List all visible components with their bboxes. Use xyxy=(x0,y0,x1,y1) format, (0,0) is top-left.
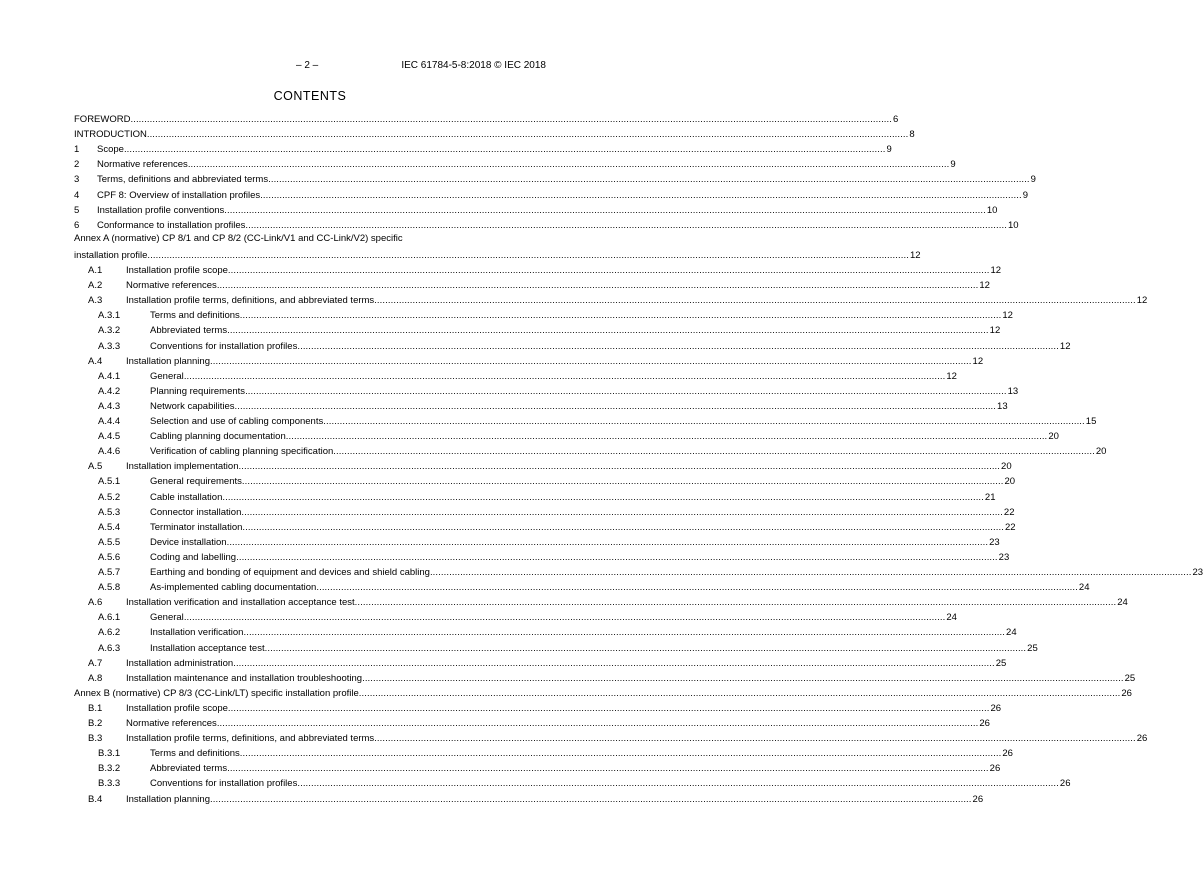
toc-dot-leader xyxy=(374,295,1136,307)
toc-dot-leader xyxy=(210,794,972,806)
toc-entry-number: A.3.3 xyxy=(98,341,121,352)
toc-entry-text: Cable installation xyxy=(150,492,223,503)
toc-entry[interactable] xyxy=(74,278,990,292)
toc-entry-page: 26 xyxy=(979,718,990,729)
toc-dot-leader xyxy=(228,703,990,715)
toc-dot-leader xyxy=(359,688,1121,700)
toc-entry[interactable] xyxy=(74,429,1059,443)
toc-entry-text: CPF 8: Overview of installation profiles xyxy=(97,190,261,201)
toc-entry-number: 3 xyxy=(74,174,80,185)
toc-dot-leader xyxy=(147,129,909,141)
toc-entry-text: Terms and definitions xyxy=(150,310,240,321)
toc-dot-leader xyxy=(242,476,1004,488)
toc-entry-page: 26 xyxy=(990,703,1002,714)
toc-entry-page: 12 xyxy=(972,356,984,367)
toc-entry-number: A.4.6 xyxy=(98,446,121,457)
toc-dot-leader xyxy=(242,522,1004,534)
toc-entry-text: Planning requirements xyxy=(150,386,246,397)
toc-entry-text: Connector installation xyxy=(150,507,242,518)
document-reference: IEC 61784-5-8:2018 © IEC 2018 xyxy=(401,60,546,71)
toc-entry-number: B.2 xyxy=(88,718,103,729)
toc-entry-text: Installation profile scope xyxy=(126,265,228,276)
toc-entry-number: A.7 xyxy=(88,658,103,669)
toc-dot-leader xyxy=(184,612,946,624)
toc-dot-leader xyxy=(316,582,1078,594)
toc-entry[interactable] xyxy=(74,792,984,806)
toc-entry-page: 25 xyxy=(1124,673,1136,684)
toc-entry-text: Installation verification xyxy=(150,627,244,638)
toc-entry[interactable] xyxy=(74,505,1015,519)
toc-entry-page: 20 xyxy=(1095,446,1107,457)
toc-entry-number: A.6 xyxy=(88,597,103,608)
toc-entry[interactable] xyxy=(74,172,1036,186)
toc-entry-page: 13 xyxy=(1007,386,1019,397)
toc-entry-page: 9 xyxy=(1022,190,1029,201)
toc-entry-text: Normative references xyxy=(126,280,217,291)
toc-entry-page: 13 xyxy=(997,401,1008,412)
toc-entry[interactable] xyxy=(74,625,1017,639)
toc-entry-page: 10 xyxy=(1007,220,1019,231)
toc-entry-text: Installation verification and installation acceptance test xyxy=(126,597,355,608)
toc-entry-page: 20 xyxy=(1001,461,1012,472)
toc-entry[interactable] xyxy=(74,656,1007,670)
toc-entry-text: Annex A (normative) CP 8/1 and CP 8/2 (CC-Link/V1 and CC-Link/V2) specific xyxy=(74,233,403,244)
toc-entry-number: 5 xyxy=(74,205,80,216)
toc-entry[interactable] xyxy=(74,188,1029,202)
toc-entry-page: 26 xyxy=(1136,733,1148,744)
toc-entry-number: A.5.8 xyxy=(98,582,121,593)
toc-entry[interactable] xyxy=(74,776,1071,790)
page-number: – 2 – xyxy=(296,60,319,71)
toc-entry[interactable] xyxy=(74,686,1132,700)
toc-dot-leader xyxy=(268,174,1030,186)
toc-entry[interactable] xyxy=(74,203,998,217)
toc-entry-text: Installation planning xyxy=(126,356,210,367)
toc-entry-text: Conformance to installation profiles xyxy=(97,220,246,231)
toc-dot-leader xyxy=(245,220,1007,232)
toc-entry-page: 12 xyxy=(1002,310,1013,321)
toc-entry-page: 24 xyxy=(1078,582,1090,593)
toc-dot-leader xyxy=(241,507,1003,519)
toc-entry-text: Installation profile terms, definitions, and abbreviated terms xyxy=(126,733,375,744)
toc-entry-number: 1 xyxy=(74,144,80,155)
toc-dot-leader xyxy=(217,280,979,292)
toc-entry[interactable] xyxy=(74,293,1148,307)
toc-dot-leader xyxy=(240,310,1002,322)
toc-entry[interactable] xyxy=(74,580,1090,594)
toc-entry[interactable] xyxy=(74,701,1002,715)
toc-entry-page: 12 xyxy=(990,265,1002,276)
toc-entry[interactable] xyxy=(74,490,996,504)
toc-entry-text: Network capabilities xyxy=(150,401,235,412)
toc-entry[interactable] xyxy=(74,263,1002,277)
toc-entry-text: INTRODUCTION xyxy=(74,129,147,140)
toc-entry-number: A.3 xyxy=(88,295,103,306)
toc-entry-page: 23 xyxy=(989,537,1000,548)
toc-entry[interactable] xyxy=(74,731,1148,745)
toc-entry-number: B.3 xyxy=(88,733,103,744)
toc-entry-number: A.5 xyxy=(88,461,103,472)
toc-entry-number: B.1 xyxy=(88,703,103,714)
toc-entry-number: A.5.6 xyxy=(98,552,121,563)
toc-entry-number: 6 xyxy=(74,220,80,231)
toc-entry[interactable] xyxy=(74,746,1013,760)
toc-entry[interactable] xyxy=(74,444,1107,458)
toc-entry-text: As-implemented cabling documentation xyxy=(150,582,317,593)
toc-entry-number: A.3.2 xyxy=(98,325,121,336)
toc-entry-text: FOREWORD xyxy=(74,114,131,125)
toc-entry-text: Installation implementation xyxy=(126,461,239,472)
toc-entry-number: A.2 xyxy=(88,280,103,291)
toc-dot-leader xyxy=(333,446,1095,458)
toc-entry-text: Installation administration xyxy=(126,658,234,669)
toc-entry-text: Normative references xyxy=(126,718,217,729)
toc-entry-page: 12 xyxy=(979,280,990,291)
toc-entry-number: A.4.4 xyxy=(98,416,121,427)
toc-entry-text: Installation profile scope xyxy=(126,703,228,714)
toc-entry[interactable] xyxy=(74,339,1071,353)
toc-entry-text: Annex B (normative) CP 8/3 (CC-Link/LT) specific installation profile xyxy=(74,688,359,699)
toc-entry[interactable] xyxy=(74,354,984,368)
toc-entry-text: Device installation xyxy=(150,537,227,548)
toc-entry-text: General xyxy=(150,371,184,382)
toc-entry-number: 4 xyxy=(74,190,80,201)
toc-entry-page: 22 xyxy=(1004,522,1016,533)
toc-dot-leader xyxy=(355,597,1117,609)
toc-entry[interactable] xyxy=(74,218,1019,232)
toc-entry-page: 20 xyxy=(1048,431,1059,442)
toc-entry-number: A.1 xyxy=(88,265,103,276)
toc-dot-leader xyxy=(227,537,989,549)
toc-entry-number: A.5.4 xyxy=(98,522,121,533)
toc-entry[interactable] xyxy=(74,112,899,126)
toc-entry[interactable] xyxy=(74,414,1097,428)
toc-entry-text: Installation planning xyxy=(126,794,210,805)
toc-dot-leader xyxy=(130,114,892,126)
toc-entry-page: 23 xyxy=(998,552,1010,563)
toc-dot-leader xyxy=(228,265,990,277)
toc-entry-number: A.6.1 xyxy=(98,612,121,623)
toc-entry[interactable] xyxy=(74,127,915,141)
toc-entry-page: 26 xyxy=(989,763,1001,774)
toc-entry-number: A.4 xyxy=(88,356,103,367)
toc-entry-page: 9 xyxy=(1030,174,1036,185)
toc-entry-page: 12 xyxy=(989,325,1001,336)
toc-entry-page: 24 xyxy=(1117,597,1128,608)
toc-entry-text: Scope xyxy=(97,144,124,155)
page-title: CONTENTS xyxy=(273,89,347,103)
toc-entry-number: B.3.3 xyxy=(98,778,121,789)
toc-entry-page: 12 xyxy=(909,250,921,261)
toc-dot-leader xyxy=(374,733,1136,745)
toc-entry-number: A.5.3 xyxy=(98,507,121,518)
toc-entry[interactable] xyxy=(74,384,1019,398)
toc-entry[interactable] xyxy=(74,595,1128,609)
toc-entry[interactable] xyxy=(74,142,892,156)
toc-dot-leader xyxy=(245,386,1007,398)
toc-entry-text: Normative references xyxy=(97,159,188,170)
toc-entry-page: 22 xyxy=(1003,507,1015,518)
toc-entry-number: B.4 xyxy=(88,794,103,805)
toc-entry[interactable] xyxy=(74,323,1001,337)
toc-entry-text: Abbreviated terms xyxy=(150,763,228,774)
toc-dot-leader xyxy=(233,658,995,670)
toc-entry-page: 6 xyxy=(893,114,899,125)
toc-dot-leader xyxy=(227,763,989,775)
toc-entry-number: A.5.1 xyxy=(98,476,121,487)
toc-entry-page: 26 xyxy=(1121,688,1132,699)
toc-entry-text: Cabling planning documentation xyxy=(150,431,286,442)
toc-entry-number: A.4.3 xyxy=(98,401,121,412)
toc-entry-text: Coding and labelling xyxy=(150,552,237,563)
toc-entry-text: Terminator installation xyxy=(150,522,243,533)
toc-dot-leader xyxy=(210,356,972,368)
toc-dot-leader xyxy=(240,748,1002,760)
toc-entry-page: 24 xyxy=(1006,627,1017,638)
toc-entry[interactable] xyxy=(74,610,957,624)
toc-entry-number: A.5.7 xyxy=(98,567,121,578)
toc-entry-text: Selection and use of cabling components xyxy=(150,416,324,427)
toc-entry-text: General requirements xyxy=(150,476,242,487)
toc-entry-page: 12 xyxy=(946,371,957,382)
toc-dot-leader xyxy=(188,159,950,171)
toc-entry[interactable] xyxy=(74,369,957,383)
toc-dot-leader xyxy=(227,325,989,337)
toc-entry-page: 20 xyxy=(1004,476,1016,487)
toc-entry-page: 9 xyxy=(886,144,892,155)
toc-entry[interactable] xyxy=(74,550,1010,564)
toc-entry-page: 15 xyxy=(1085,416,1097,427)
toc-dot-leader xyxy=(260,190,1022,202)
toc-entry-page: 25 xyxy=(1027,643,1038,654)
toc-entry-number: B.3.2 xyxy=(98,763,121,774)
toc-entry-page: 10 xyxy=(986,205,998,216)
toc-entry-text: Terms, definitions and abbreviated terms xyxy=(97,174,269,185)
toc-entry[interactable] xyxy=(74,520,1016,534)
toc-dot-leader xyxy=(147,250,909,262)
toc-entry-page: 26 xyxy=(972,794,984,805)
toc-entry-page: 26 xyxy=(1002,748,1013,759)
toc-entry-number: A.4.5 xyxy=(98,431,121,442)
toc-dot-leader xyxy=(297,341,1059,353)
toc-entry[interactable] xyxy=(74,474,1016,488)
toc-dot-leader xyxy=(224,205,986,217)
toc-entry-text: Abbreviated terms xyxy=(150,325,228,336)
toc-entry[interactable] xyxy=(74,565,1203,579)
toc-entry-page: 12 xyxy=(1136,295,1148,306)
toc-entry[interactable] xyxy=(74,308,1013,322)
toc-entry-number: A.4.1 xyxy=(98,371,121,382)
toc-entry[interactable] xyxy=(74,671,1136,685)
toc-entry[interactable] xyxy=(74,248,921,262)
toc-entry-page: 26 xyxy=(1059,778,1071,789)
toc-dot-leader xyxy=(297,778,1059,790)
toc-entry-number: 2 xyxy=(74,159,80,170)
toc-entry[interactable] xyxy=(74,716,990,730)
toc-entry-number: B.3.1 xyxy=(98,748,121,759)
toc-entry-page: 25 xyxy=(995,658,1007,669)
toc-dot-leader xyxy=(217,718,979,730)
toc-entry-number: A.6.3 xyxy=(98,643,121,654)
toc-entry-text: Installation profile terms, definitions, and abbreviated terms xyxy=(126,295,375,306)
toc-entry-text: Terms and definitions xyxy=(150,748,240,759)
toc-dot-leader xyxy=(362,673,1124,685)
toc-entry[interactable] xyxy=(74,459,1012,473)
toc-entry-text: installation profile xyxy=(74,250,148,261)
toc-entry-page: 21 xyxy=(984,492,996,503)
toc-dot-leader xyxy=(265,643,1027,655)
toc-dot-leader xyxy=(323,416,1085,428)
toc-entry-page: 12 xyxy=(1059,341,1071,352)
toc-entry-page: 9 xyxy=(950,159,956,170)
toc-entry-number: A.4.2 xyxy=(98,386,121,397)
toc-entry-text: Installation acceptance test xyxy=(150,643,265,654)
toc-entry-number: A.5.5 xyxy=(98,537,121,548)
toc-dot-leader xyxy=(238,461,1000,473)
toc-entry-number: A.6.2 xyxy=(98,627,121,638)
toc-entry-page: 8 xyxy=(909,129,915,140)
toc-entry[interactable] xyxy=(74,399,1008,413)
toc-entry-text: Earthing and bonding of equipment and devices and shield cabling xyxy=(150,567,430,578)
toc-dot-leader xyxy=(222,492,984,504)
toc-entry-text: Conventions for installation profiles xyxy=(150,778,298,789)
toc-dot-leader xyxy=(124,144,886,156)
toc-entry-text: Installation maintenance and installation troubleshooting xyxy=(126,673,363,684)
toc-entry-text: Conventions for installation profiles xyxy=(150,341,298,352)
toc-dot-leader xyxy=(184,371,946,383)
toc-entry[interactable] xyxy=(74,761,1001,775)
toc-dot-leader xyxy=(430,567,1192,579)
toc-entry-number: A.5.2 xyxy=(98,492,121,503)
toc-dot-leader xyxy=(236,552,998,564)
toc-entry-page: 24 xyxy=(946,612,957,623)
toc-entry[interactable] xyxy=(74,157,956,171)
toc-dot-leader xyxy=(234,401,996,413)
toc-entry-number: A.3.1 xyxy=(98,310,121,321)
toc-entry-text: Installation profile conventions xyxy=(97,205,225,216)
toc-dot-leader xyxy=(286,431,1048,443)
toc-entry-text: Verification of cabling planning specification xyxy=(150,446,334,457)
toc-entry[interactable] xyxy=(74,535,1000,549)
toc-dot-leader xyxy=(243,627,1005,639)
toc-entry[interactable] xyxy=(74,641,1038,655)
toc-entry-number: A.8 xyxy=(88,673,103,684)
toc-entry-text: General xyxy=(150,612,184,623)
toc-entry-page: 23 xyxy=(1192,567,1203,578)
